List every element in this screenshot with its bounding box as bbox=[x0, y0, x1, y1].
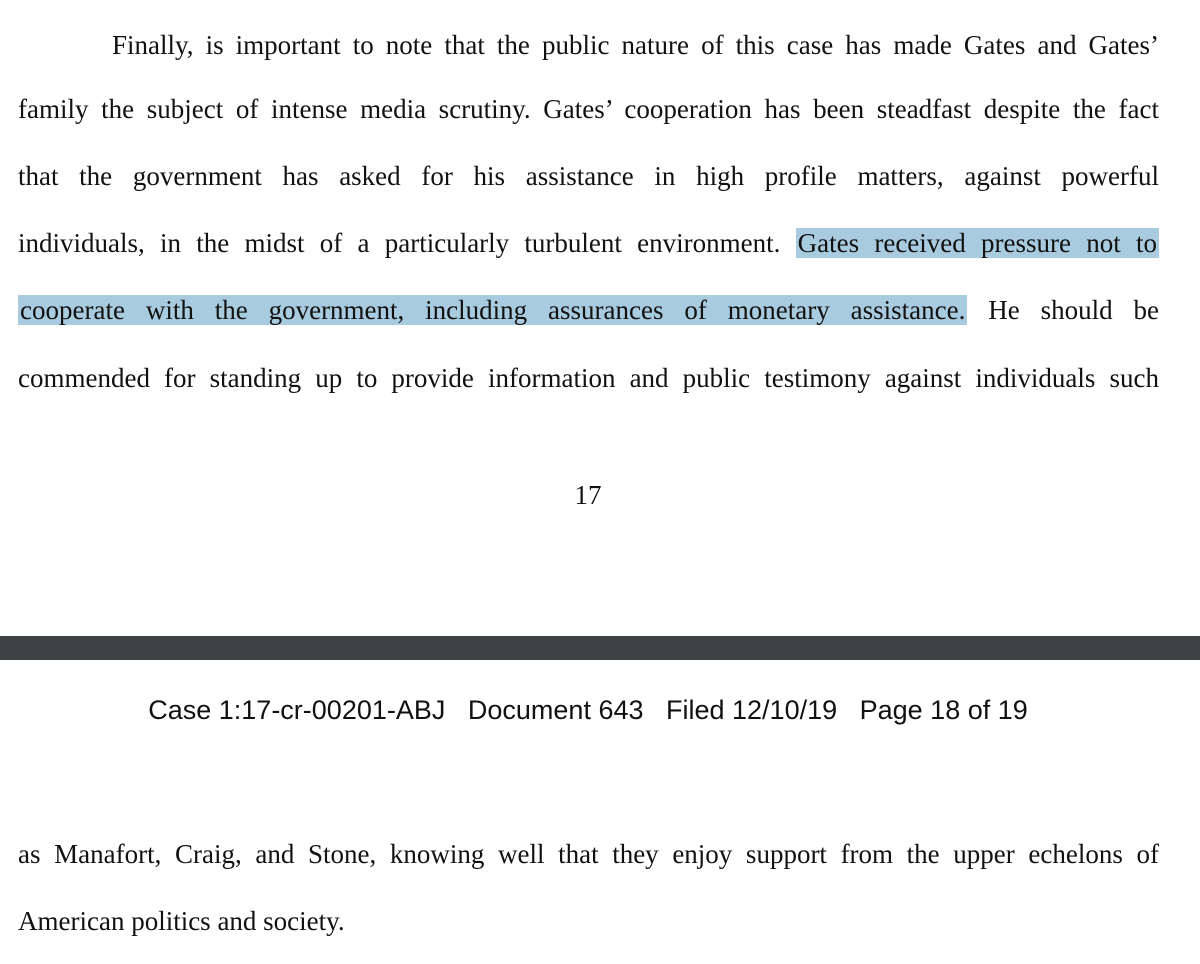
paragraph-line-6: commended for standing up to provide information and public testimony against individuals such bbox=[18, 363, 1159, 393]
paragraph-line-8: American politics and society. bbox=[18, 906, 345, 936]
paragraph-line-2: family the subject of intense media scrutiny. Gates’ cooperation has been steadfast despite the fact bbox=[18, 94, 1159, 124]
page-separator bbox=[0, 636, 1200, 660]
line-5-plain-text: He should be bbox=[967, 295, 1159, 325]
highlighted-text[interactable]: Gates received pressure not to bbox=[797, 228, 1158, 258]
paragraph-line-3: that the government has asked for his assistance in high profile matters, against powerful bbox=[18, 161, 1159, 191]
paragraph-line-5 bbox=[18, 293, 1159, 327]
paragraph-line-7: as Manafort, Craig, and Stone, knowing well that they enjoy support from the upper echelons of bbox=[18, 839, 1159, 869]
paragraph-line-4 bbox=[18, 226, 1159, 260]
case-header: Case 1:17-cr-00201-ABJ Document 643 Filed 12/10/19 Page 18 of 19 bbox=[148, 695, 1028, 725]
highlighted-text[interactable]: cooperate with the government, including assurances of monetary assistance. bbox=[20, 295, 966, 325]
line-4-plain-text: individuals, in the midst of a particularly turbulent environment. bbox=[18, 228, 796, 258]
paragraph-line-1: Finally, is important to note that the public nature of this case has made Gates and Gates’ bbox=[112, 30, 1159, 60]
page-number: 17 bbox=[574, 480, 602, 510]
